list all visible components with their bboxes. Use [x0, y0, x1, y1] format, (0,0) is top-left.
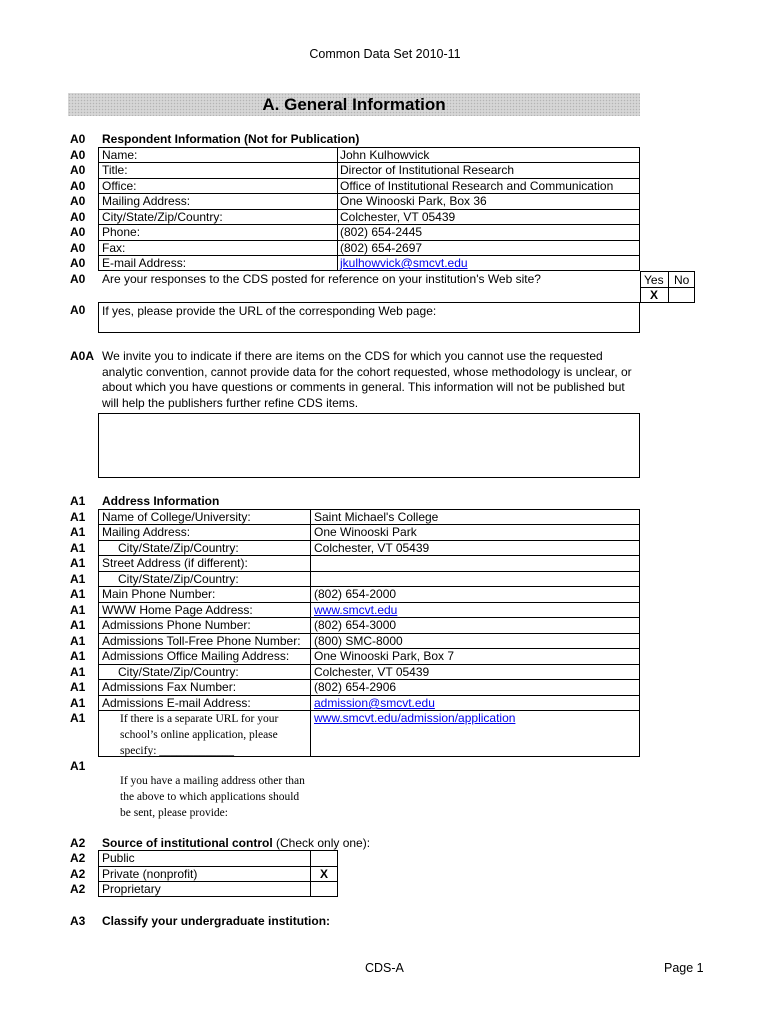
a1-label: Admissions Toll-Free Phone Number:: [102, 634, 301, 648]
a1-value: One Winooski Park: [314, 525, 417, 539]
a3-heading: Classify your undergraduate institution:: [102, 914, 331, 928]
alt-mailing-label: If you have a mailing address other than the above to which applications should be sent, please provide:: [120, 775, 305, 819]
section-title-banner: A. General Information: [68, 93, 640, 116]
a0-heading: Respondent Information (Not for Publication): [102, 132, 360, 146]
footer-center-label: CDS-A: [365, 961, 404, 975]
a1-row-code: A1: [70, 759, 86, 773]
a2-row-code: A2: [70, 851, 86, 865]
no-header: No: [674, 273, 690, 287]
a1-value: Colchester, VT 05439: [314, 541, 430, 555]
a1-label: Admissions Office Mailing Address:: [102, 649, 290, 663]
a0-row-code: A0: [70, 163, 86, 177]
a0-label: Name:: [102, 148, 138, 162]
a0a-text: We invite you to indicate if there are items on the CDS for which you cannot use the requested analytic convention, cannot provide data for the cohort requested, whose methodology is unclear, or about which you have questions or comments in general. This information will not be published but will help the publishers further refine CDS items.: [102, 349, 632, 410]
a1-row-code: A1: [70, 618, 86, 632]
a2-row-code: A2: [70, 867, 86, 881]
a0-email-link[interactable]: jkulhowvick@smcvt.edu: [340, 256, 468, 270]
a1-row-code: A1: [70, 587, 86, 601]
a1-value: One Winooski Park, Box 7: [314, 649, 455, 663]
a1-label: City/State/Zip/Country:: [118, 665, 239, 679]
a1-row-code: A1: [70, 680, 86, 694]
a1-label: Name of College/University:: [102, 510, 251, 524]
a2-heading-bold: Source of institutional control: [102, 836, 273, 850]
a1-row-code: A1: [70, 541, 86, 555]
a0-value: (802) 654-2697: [340, 241, 423, 255]
a0-row-code: A0: [70, 225, 86, 239]
cds-question: Are your responses to the CDS posted for reference on your institution's Web site?: [102, 272, 541, 286]
a0a-comment-box[interactable]: [98, 413, 640, 478]
a1-row-code: A1: [70, 525, 86, 539]
a2-code: A2: [70, 836, 86, 850]
a1-label: Admissions Phone Number:: [102, 618, 251, 632]
a1-value: Colchester, VT 05439: [314, 665, 430, 679]
a0-value: One Winooski Park, Box 36: [340, 194, 487, 208]
a1-row-code: A1: [70, 696, 86, 710]
a2-checkbox-private[interactable]: X: [320, 867, 329, 881]
a0-row-code: A0: [70, 272, 86, 286]
a1-label: Street Address (if different):: [102, 556, 248, 570]
a0-row-code: A0: [70, 241, 86, 255]
a0-label: Title:: [102, 163, 128, 177]
a1-value: Saint Michael's College: [314, 510, 439, 524]
a0-label: Phone:: [102, 225, 141, 239]
a2-option-proprietary: Proprietary: [102, 882, 161, 896]
homepage-link[interactable]: www.smcvt.edu: [314, 603, 398, 617]
footer-page-number: Page 1: [664, 961, 704, 975]
a1-label: Mailing Address:: [102, 525, 191, 539]
a0-code: A0: [70, 132, 86, 146]
admissions-email-link[interactable]: admission@smcvt.edu: [314, 696, 435, 710]
app-url-label: If there is a separate URL for your school’s online application, please specify: _____________: [120, 713, 279, 757]
a0-label: E-mail Address:: [102, 256, 187, 270]
a0-value: John Kulhowvick: [340, 148, 430, 162]
a2-option-private: Private (nonprofit): [102, 867, 198, 881]
a1-row-code: A1: [70, 665, 86, 679]
a2-heading-rest: (Check only one):: [272, 836, 371, 850]
a1-label: Admissions E-mail Address:: [102, 696, 251, 710]
a0a-code: A0A: [70, 349, 95, 363]
a1-code: A1: [70, 494, 86, 508]
a1-row-code: A1: [70, 634, 86, 648]
a1-row-code: A1: [70, 649, 86, 663]
a0-label: City/State/Zip/Country:: [102, 210, 223, 224]
a0-row-code: A0: [70, 148, 86, 162]
a1-row-code: A1: [70, 572, 86, 586]
a0-label: Fax:: [102, 241, 126, 255]
a1-value: (800) SMC-8000: [314, 634, 403, 648]
a0-value: (802) 654-2445: [340, 225, 423, 239]
a1-value: (802) 654-2906: [314, 680, 397, 694]
a1-row-code: A1: [70, 556, 86, 570]
a1-heading: Address Information: [102, 494, 220, 508]
page-header-title: Common Data Set 2010-11: [309, 47, 461, 61]
application-url-link[interactable]: www.smcvt.edu/admission/application: [314, 711, 516, 725]
a1-row-code: A1: [70, 711, 86, 725]
a0-value: Colchester, VT 05439: [340, 210, 456, 224]
a0-row-code: A0: [70, 210, 86, 224]
a0-row-code: A0: [70, 194, 86, 208]
a0-row-code: A0: [70, 256, 86, 270]
a3-code: A3: [70, 914, 86, 928]
a0-value: Director of Institutional Research: [340, 163, 515, 177]
a1-value: (802) 654-3000: [314, 618, 397, 632]
a0-row-code: A0: [70, 179, 86, 193]
a1-label: Main Phone Number:: [102, 587, 216, 601]
a1-label: City/State/Zip/Country:: [118, 541, 239, 555]
a1-label: Admissions Fax Number:: [102, 680, 237, 694]
a1-label: City/State/Zip/Country:: [118, 572, 239, 586]
a0-label: Mailing Address:: [102, 194, 191, 208]
yes-checkbox[interactable]: X: [650, 288, 659, 302]
a1-value: (802) 654-2000: [314, 587, 397, 601]
url-question-label: If yes, please provide the URL of the corresponding Web page:: [102, 304, 437, 318]
yes-header: Yes: [644, 273, 664, 287]
a0-label: Office:: [102, 179, 137, 193]
a2-option-public: Public: [102, 851, 135, 865]
a1-row-code: A1: [70, 603, 86, 617]
a0-value: Office of Institutional Research and Communication: [340, 179, 614, 193]
a0-url-code: A0: [70, 303, 86, 317]
a1-row-code: A1: [70, 510, 86, 524]
a2-row-code: A2: [70, 882, 86, 896]
a1-label: WWW Home Page Address:: [102, 603, 253, 617]
